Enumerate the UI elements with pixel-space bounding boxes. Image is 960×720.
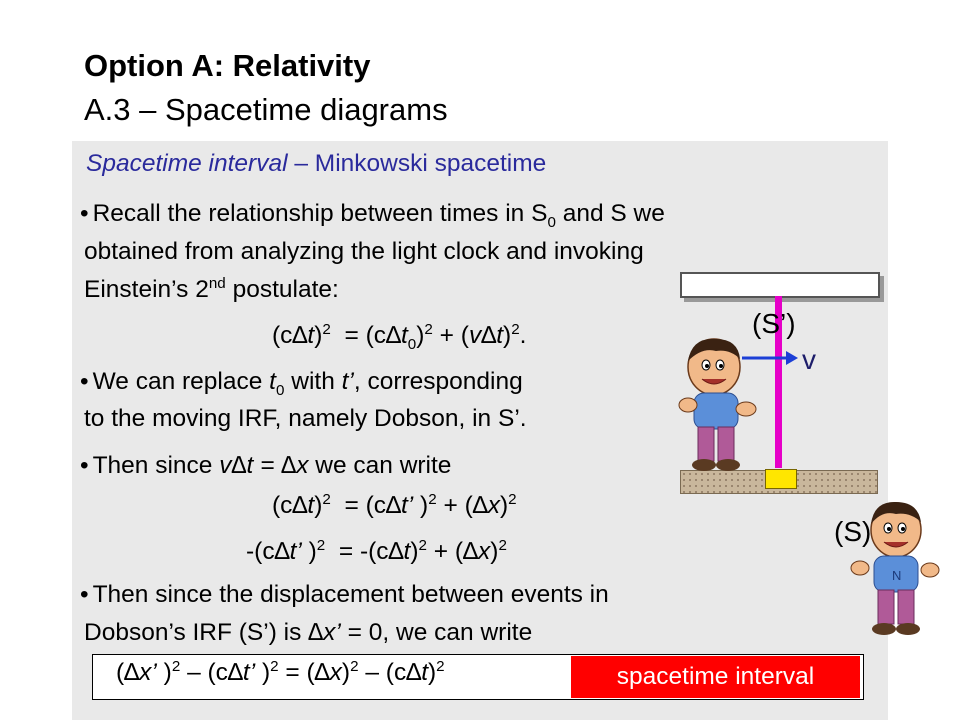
bullet-4-line2 xyxy=(84,617,532,649)
bullet-1-text-a: Recall the relationship between times in S xyxy=(92,200,548,227)
bullet-1-superscript: nd xyxy=(208,274,226,292)
subheading-italic: Spacetime interval xyxy=(86,150,288,177)
bullet-icon: • xyxy=(80,368,89,395)
interval-equation: (∆x’ )$^2$ – (c∆t’ )$^2 = (\Delta x)^2 - (c\Delta t)^2$ xyxy=(116,657,445,686)
bullet-4-line1 xyxy=(80,579,609,611)
light-clock-mirror xyxy=(680,272,880,298)
bullet-4-line2-a: Dobson’s IRF (S’) is xyxy=(84,619,309,646)
bullet-1-text-b: and S we xyxy=(555,200,665,227)
slide-title-line1: Option A: Relativity xyxy=(84,48,371,83)
bullet-2-text-b: with xyxy=(284,368,342,395)
bullet-1-line3 xyxy=(84,274,339,306)
frame-label-rest: (S) xyxy=(834,516,872,547)
bullet-icon: • xyxy=(80,581,89,608)
bullet-4-line2-b: = 0, we can write xyxy=(340,619,533,646)
bullet-1-line3-b: postulate: xyxy=(225,276,339,303)
bullet-2-line2: to the moving IRF, namely Dobson, in S’. xyxy=(84,405,527,432)
bullet-2-subscript: 0 xyxy=(275,381,285,399)
bullet-2-var-tprime: t’ xyxy=(341,368,354,395)
subheading-rest: – Minkowski spacetime xyxy=(287,150,547,177)
bullet-icon: • xyxy=(80,452,89,479)
bullet-3-equation: v∆t = ∆x xyxy=(219,452,309,479)
bullet-1-subscript: 0 xyxy=(547,213,556,231)
bullet-3-text-b: we can write xyxy=(308,452,452,479)
frame-label-moving: (S’) xyxy=(752,308,796,339)
bullet-1-line2: obtained from analyzing the light clock and invoking xyxy=(84,238,644,265)
spacetime-interval-label: spacetime interval xyxy=(571,656,860,698)
dobson-rest-figure-icon xyxy=(846,498,946,640)
shirt-letter: N xyxy=(892,568,902,583)
dobson-moving-figure-icon xyxy=(672,335,772,475)
bullet-3-line1 xyxy=(80,450,451,482)
bullet-2-var-t: t xyxy=(269,368,276,395)
equation-substituted: $(c\Delta t)^2 = (c\Delta t$’ )$^2 + (\Delta x)^2$ xyxy=(272,490,517,519)
bullet-2-text-a: We can replace xyxy=(92,368,270,395)
slide-title-line2: A.3 – Spacetime diagrams xyxy=(84,92,448,127)
subheading xyxy=(86,148,546,180)
bullet-1-line3-a: Einstein’s 2 xyxy=(84,276,209,303)
bullet-icon: • xyxy=(80,200,89,227)
bullet-3-text-a: Then since xyxy=(92,452,220,479)
equation-rearranged: -(c∆t’ )$^2 = -(c\Delta t)^2 + (\Delta x)^2$ xyxy=(246,536,507,565)
bullet-4-equation: ∆x’ xyxy=(308,619,341,646)
bullet-2-text-c: , corresponding xyxy=(353,368,523,395)
equation-time-dilation: $(c\Delta t)^2 = (c\Delta t_0)^2 + (v\Delta t)^2$. xyxy=(272,320,527,353)
bullet-4-text-a: Then since the displacement between events in xyxy=(92,581,609,608)
velocity-label: v xyxy=(802,344,816,375)
bullet-1-line1 xyxy=(80,198,665,230)
bullet-2-line1 xyxy=(80,366,523,398)
